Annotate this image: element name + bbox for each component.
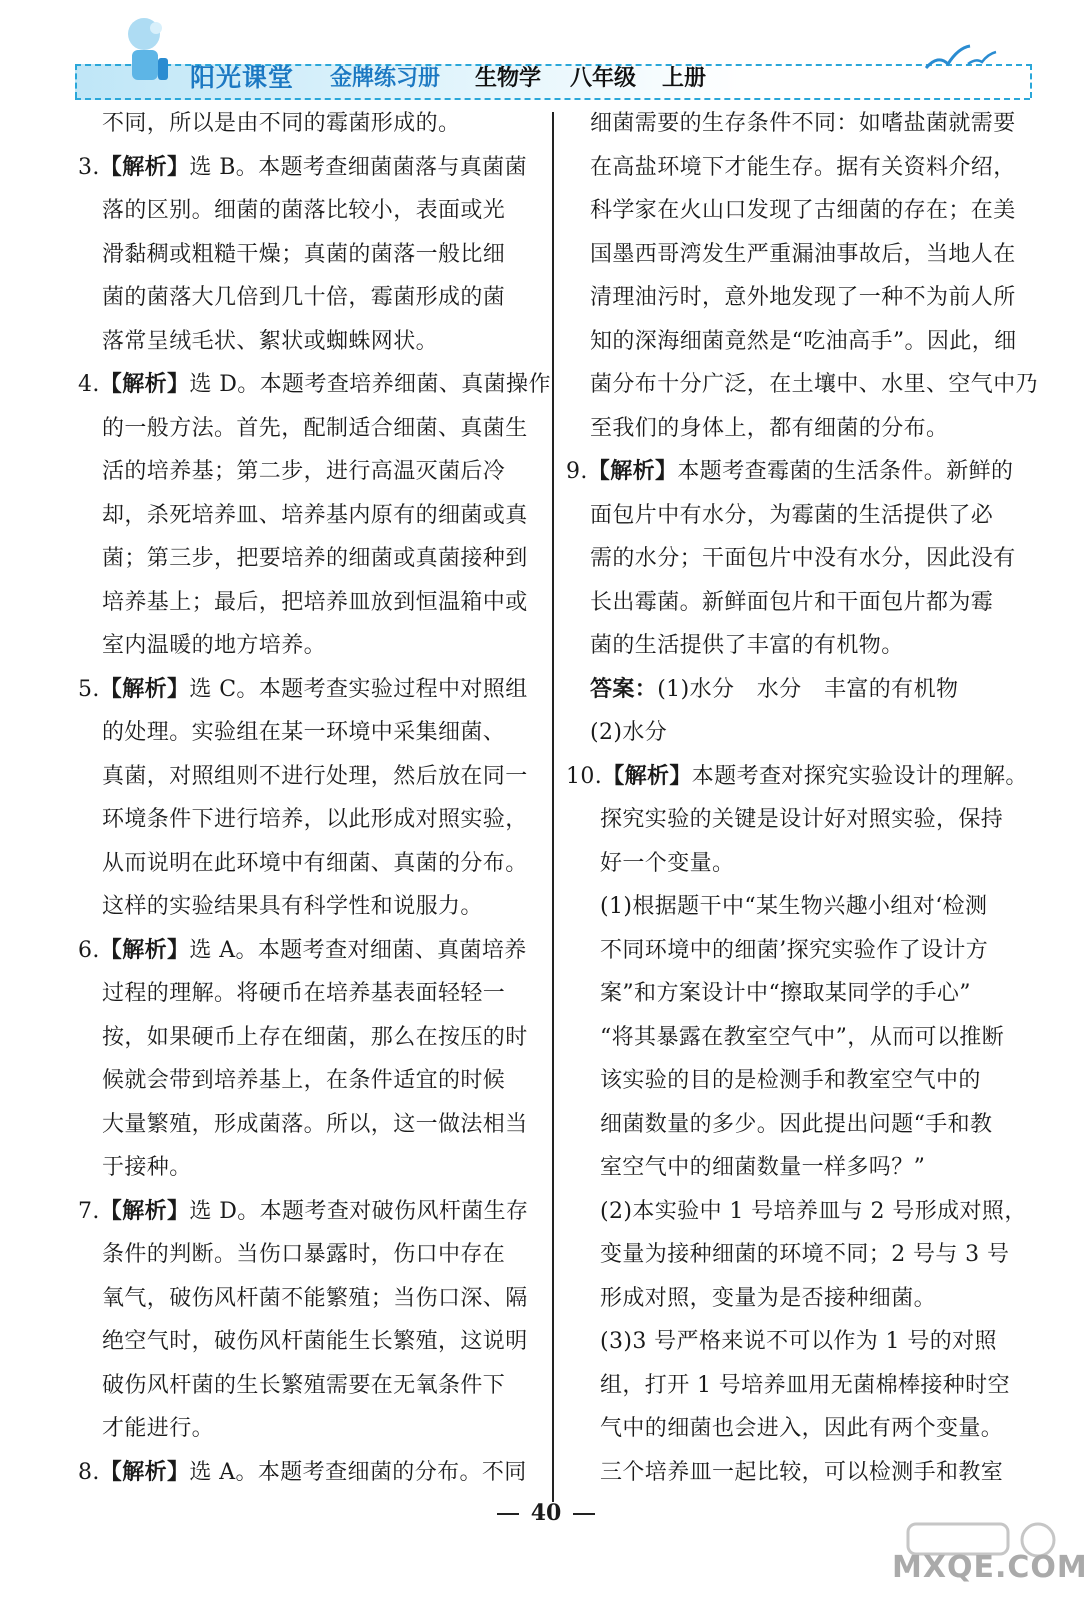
text-line [566, 363, 1039, 407]
line-text: 候就会带到培养基上，在条件适宜的时候 [102, 1068, 506, 1093]
line-text: 长出霉菌。新鲜面包片和干面包片都为霉 [590, 589, 994, 615]
line-text: 条件的判断。当伤口暴露时，伤口中存在 [102, 1242, 506, 1267]
question-number: 6. [78, 937, 100, 963]
text-line [566, 755, 1036, 799]
analysis-tag: 【解析】 [602, 762, 692, 789]
analysis-tag: 答案： [590, 675, 658, 702]
line-text: 气中的细菌也会进入，因此有两个变量。 [600, 1416, 1004, 1441]
birds-icon [920, 40, 1000, 76]
text-line [566, 668, 1036, 712]
text-line [78, 102, 543, 146]
line-text: 至我们的身体上，都有细菌的分布。 [590, 415, 949, 441]
text-line [78, 581, 543, 625]
text-line [566, 1233, 1036, 1277]
line-text: 却，杀死培养皿、培养基内原有的细菌或真 [102, 502, 528, 528]
line-text: “将其暴露在教室空气中”，从而可以推断 [600, 1024, 1005, 1050]
line-text: 真菌，对照组则不进行处理，然后放在同一 [102, 763, 528, 789]
line-text: 菌的菌落大几倍到几十倍，霉菌形成的菌 [102, 285, 506, 310]
line-text: 绝空气时，破伤风杆菌能生长繁殖，这说明 [102, 1329, 528, 1354]
text-line [78, 1233, 543, 1277]
text-line [566, 1364, 1036, 1408]
text-line [566, 798, 1036, 842]
line-text: 细菌数量的多少。因此提出问题“手和教 [600, 1111, 993, 1137]
line-text: 选 B。本题考查细菌菌落与真菌菌 [189, 154, 527, 180]
text-line [78, 363, 551, 407]
text-line [566, 1016, 1036, 1060]
line-text: 菌的生活提供了丰富的有机物。 [590, 633, 904, 658]
question-number: 7. [78, 1198, 100, 1224]
text-line [78, 842, 543, 886]
line-text: 按，如果硬币上存在细菌，那么在按压的时 [102, 1024, 528, 1050]
line-text: 国墨西哥湾发生严重漏油事故后，当地人在 [590, 241, 1016, 267]
line-text: 室内温暖的地方培养。 [102, 633, 327, 658]
line-text: 需的水分；干面包片中没有水分，因此没有 [590, 546, 1016, 571]
footer-dash-right [573, 1513, 595, 1515]
text-line [566, 1451, 1036, 1495]
line-text: 的一般方法。首先，配制适合细菌、真菌生 [102, 415, 528, 441]
line-text: 三个培养皿一起比较，可以检测手和教室 [600, 1459, 1004, 1485]
line-text: 的处理。实验组在某一环境中采集细菌、 [102, 720, 506, 745]
left-column [78, 102, 551, 1494]
line-text: 氧气，破伤风杆菌不能繁殖；当伤口深、隔 [102, 1285, 528, 1311]
line-text: (1)水分 水分 丰富的有机物 [657, 676, 959, 702]
line-text: 在高盐环境下才能生存。据有关资料介绍， [590, 154, 1016, 180]
text-line [78, 668, 543, 712]
analysis-tag: 【解析】 [99, 153, 190, 180]
text-line [78, 146, 543, 190]
text-line [78, 189, 543, 233]
text-line [566, 1407, 1036, 1451]
text-line [566, 233, 1036, 277]
text-line [78, 711, 543, 755]
line-text: 知的深海细菌竟然是“吃油高手”。因此，细 [590, 328, 1017, 354]
text-line [566, 1146, 1036, 1190]
text-line [78, 450, 543, 494]
analysis-tag: 【解析】 [99, 371, 190, 397]
text-line [566, 189, 1036, 233]
text-line [566, 102, 1036, 146]
text-line [566, 1320, 1036, 1364]
text-line [78, 1059, 543, 1103]
text-line [78, 755, 543, 799]
analysis-tag: 【解析】 [99, 675, 190, 702]
grade-label: 八年级 [570, 66, 637, 91]
text-line [78, 798, 543, 842]
analysis-tag: 【解析】 [587, 458, 678, 484]
line-text: 滑黏稠或粗糙干燥；真菌的菌落一般比细 [102, 241, 506, 267]
text-line [566, 1059, 1036, 1103]
text-line [78, 1016, 543, 1060]
line-text: 选 A。本题考查对细菌、真菌培养 [189, 937, 527, 963]
text-line [566, 450, 1036, 494]
right-column [566, 102, 1039, 1494]
line-text: (2)水分 [590, 720, 668, 745]
line-text: 于接种。 [102, 1155, 192, 1180]
line-text: (3)3 号严格来说不可以作为 1 号的对照 [600, 1329, 997, 1354]
text-line [78, 320, 543, 364]
line-text: 探究实验的关键是设计好对照实验，保持 [600, 807, 1004, 832]
line-text: 过程的理解。将硬币在培养基表面轻轻一 [102, 981, 506, 1006]
line-text: 落常呈绒毛状、絮状或蜘蛛网状。 [102, 328, 439, 354]
text-line [566, 885, 1036, 929]
page-number: 40 [530, 1500, 562, 1526]
text-line [566, 581, 1036, 625]
text-line [78, 537, 543, 581]
line-text: 破伤风杆菌的生长繁殖需要在无氧条件下 [102, 1372, 506, 1398]
analysis-tag: 【解析】 [99, 1458, 190, 1485]
text-line [566, 320, 1036, 364]
line-text: 细菌需要的生存条件不同：如嗜盐菌就需要 [590, 111, 1016, 136]
footer-dash-left [497, 1513, 519, 1515]
line-text: 案”和方案设计中“擦取某同学的手心” [600, 981, 971, 1006]
line-text: 不同环境中的细菌’探究实验作了设计方 [600, 937, 989, 963]
series-title: 金牌练习册 [330, 66, 441, 91]
brand-title: 阳光课堂 [190, 63, 295, 92]
text-line [566, 146, 1036, 190]
line-text: (1)根据题干中“某生物兴趣小组对‘检测 [600, 894, 988, 919]
text-line [78, 233, 543, 277]
text-line [566, 407, 1036, 451]
question-number: 8. [78, 1459, 100, 1485]
text-line [78, 1146, 543, 1190]
line-text: 选 A。本题考查细菌的分布。不同 [189, 1459, 527, 1485]
analysis-tag: 【解析】 [99, 1197, 190, 1224]
text-line [78, 494, 543, 538]
line-text: 面包片中有水分，为霉菌的生活提供了必 [590, 502, 994, 528]
text-line [78, 1364, 543, 1408]
text-line [566, 537, 1036, 581]
line-text: 选 C。本题考查实验过程中对照组 [189, 676, 528, 702]
text-line [78, 972, 543, 1016]
text-line [566, 929, 1036, 973]
question-number: 10. [566, 763, 603, 789]
question-number: 9. [566, 459, 588, 484]
text-line [566, 624, 1036, 668]
analysis-tag: 【解析】 [99, 936, 190, 963]
line-text: 这样的实验结果具有科学性和说服力。 [102, 894, 483, 919]
text-line [566, 711, 1036, 755]
line-text: 活的培养基；第二步，进行高温灭菌后冷 [102, 459, 506, 484]
text-line [566, 1190, 1036, 1234]
line-text: 从而说明在此环境中有细菌、真菌的分布。 [102, 850, 528, 876]
text-line [78, 885, 543, 929]
text-line [78, 1103, 543, 1147]
text-line [78, 276, 543, 320]
line-text: 大量繁殖，形成菌落。所以，这一做法相当 [102, 1111, 528, 1137]
question-number: 5. [78, 676, 100, 702]
line-text: 落的区别。细菌的菌落比较小，表面或光 [102, 198, 506, 223]
column-divider [552, 112, 554, 1502]
text-line [78, 1407, 543, 1451]
text-line [566, 276, 1036, 320]
line-text: 组，打开 1 号培养皿用无菌棉棒接种时空 [600, 1372, 1010, 1398]
line-text: 清理油污时，意外地发现了一种不为前人所 [590, 285, 1016, 310]
line-text: 菌；第三步，把要培养的细菌或真菌接种到 [102, 546, 528, 571]
mascot-logo-icon [118, 14, 178, 86]
line-text: 选 D。本题考查对破伤风杆菌生存 [189, 1198, 529, 1224]
watermark-text: MXQE.COM [892, 1550, 1088, 1585]
text-line [78, 929, 543, 973]
text-line [566, 1103, 1036, 1147]
text-line [566, 494, 1036, 538]
question-number: 3. [78, 154, 100, 180]
line-text: 本题考查对探究实验设计的理解。 [691, 763, 1028, 789]
volume-label: 上册 [662, 66, 707, 91]
line-text: 不同，所以是由不同的霉菌形成的。 [102, 111, 461, 136]
subject-label: 生物学 [475, 66, 542, 91]
text-line [78, 1320, 543, 1364]
text-line [78, 1451, 543, 1495]
line-text: 培养基上；最后，把培养皿放到恒温箱中或 [102, 589, 528, 615]
text-line [78, 407, 543, 451]
line-text: 本题考查霉菌的生活条件。新鲜的 [677, 459, 1014, 484]
text-line [78, 624, 543, 668]
text-line [566, 1277, 1036, 1321]
question-number: 4. [78, 372, 100, 397]
line-text: 才能进行。 [102, 1416, 215, 1441]
text-line [78, 1277, 543, 1321]
line-text: (2)本实验中 1 号培养皿与 2 号形成对照， [600, 1198, 1027, 1224]
line-text: 形成对照，变量为是否接种细菌。 [600, 1285, 937, 1311]
text-line [566, 972, 1036, 1016]
line-text: 环境条件下进行培养，以此形成对照实验， [102, 807, 528, 832]
line-text: 选 D。本题考查培养细菌、真菌操作 [189, 372, 551, 397]
line-text: 该实验的目的是检测手和教室空气中的 [600, 1068, 981, 1093]
line-text: 室空气中的细菌数量一样多吗？” [600, 1155, 926, 1180]
line-text: 好一个变量。 [600, 850, 735, 876]
text-line [566, 842, 1036, 886]
page-header [0, 0, 1092, 108]
line-text: 变量为接种细菌的环境不同；2 号与 3 号 [600, 1242, 1010, 1267]
text-line [78, 1190, 543, 1234]
line-text: 菌分布十分广泛，在土壤中、水里、空气中乃 [590, 372, 1039, 397]
line-text: 科学家在火山口发现了古细菌的存在；在美 [590, 198, 1016, 223]
